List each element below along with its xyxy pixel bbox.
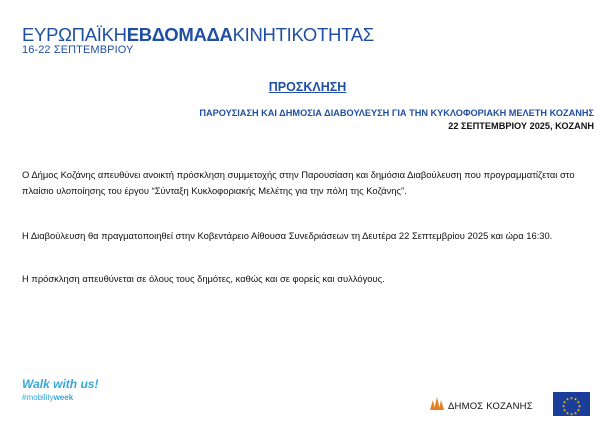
svg-text:★: ★ [576, 399, 581, 405]
slogan-text: Walk with us! [22, 377, 99, 391]
svg-text:★: ★ [569, 411, 574, 416]
brand-part-week: ΕΒΔΟΜΑΔΑ [126, 24, 233, 45]
svg-text:★: ★ [565, 410, 570, 416]
svg-text:★: ★ [576, 407, 581, 413]
municipality-logo-icon [430, 397, 444, 410]
eu-stars-icon [553, 392, 590, 416]
paragraph-audience: Η πρόσκληση απευθύνεται σε όλους τους δημότες, καθώς και σε φορείς και συλλόγους. [22, 273, 385, 284]
eu-flag-icon [553, 392, 590, 416]
brand-part-european: ΕΥΡΩΠΑΪΚΗ [22, 24, 127, 45]
document-title: ΠΡΟΣΚΛΗΣΗ [268, 80, 347, 94]
document-subtitle: ΠΑΡΟΥΣΙΑΣΗ ΚΑΙ ΔΗΜΟΣΙΑ ΔΙΑΒΟΥΛΕΥΣΗ ΓΙΑ ΤΗΝ ΚΥΚΛΟΦΟΡΙΑΚΗ ΜΕΛΕΤΗ ΚΟΖΑΝΗΣ [199, 108, 594, 118]
svg-text:★: ★ [562, 399, 567, 405]
svg-text:★: ★ [573, 396, 578, 402]
event-dates: 16-22 ΣΕΠΤΕΜΒΡΙΟΥ [22, 44, 134, 56]
svg-text:★: ★ [573, 410, 578, 416]
municipality-name: ΔΗΜΟΣ ΚΟΖΑΝΗΣ [448, 401, 533, 412]
svg-text:★: ★ [562, 407, 567, 413]
hashtag-suffix: week [53, 393, 74, 402]
svg-text:★: ★ [565, 396, 570, 402]
hashtag-text [22, 393, 73, 402]
mobility-week-wordmark [22, 25, 374, 45]
brand-part-mobility: ΚΙΝΗΤΙΚΟΤΗΤΑΣ [232, 24, 374, 45]
hashtag-prefix: #mobility [22, 393, 54, 402]
svg-text:★: ★ [561, 403, 566, 409]
mobility-week-header [22, 25, 374, 56]
document-date-place: 22 ΣΕΠΤΕΜΒΡΙΟΥ 2025, ΚΟΖΑΝΗ [448, 121, 594, 131]
svg-text:★: ★ [577, 403, 582, 409]
paragraph-venue-time: Η Διαβούλευση θα πραγματοποιηθεί στην Κοβεντάρειο Αίθουσα Συνεδριάσεων τη Δευτέρα 22 Σεπτεμβρίου 2025 και ώρα 16:30. [22, 230, 553, 241]
paragraph-invitation: Ο Δήμος Κοζάνης απευθύνει ανοικτή πρόσκληση συμμετοχής στην Παρουσίαση και δημόσια Διαβούλευση που προγραμματίζεται στο πλαίσιο υλοποίησης του έργου “Σύνταξη Κυκλοφοριακής Μελέτης για την πόλη της Κοζάνης”. [22, 169, 575, 196]
svg-text:★: ★ [569, 395, 574, 401]
